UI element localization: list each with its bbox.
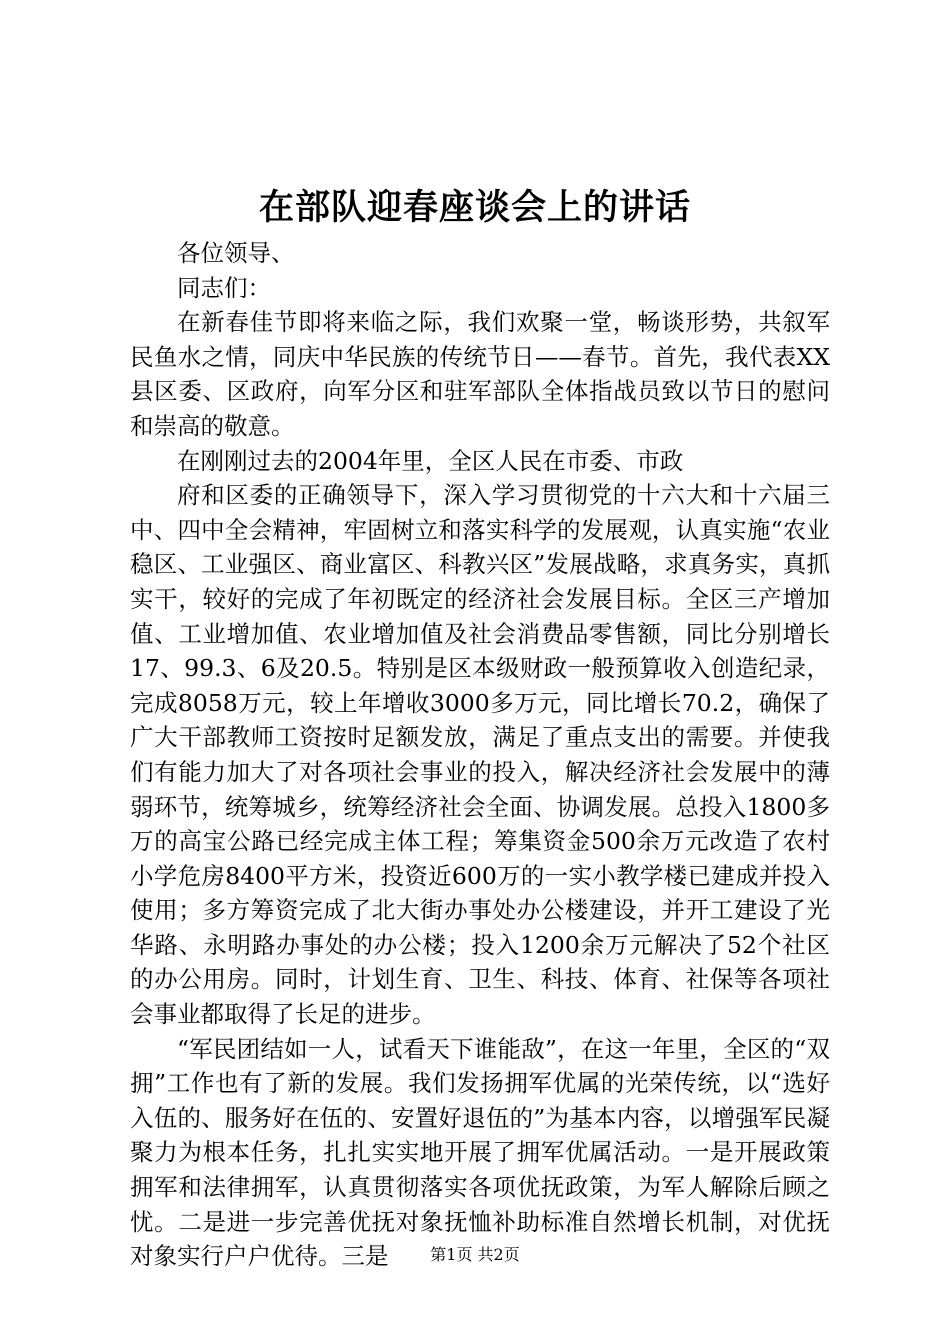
- page-footer: 第1页 共2页: [430, 1245, 520, 1264]
- paragraph-shuangyong: “军民团结如一人，试看天下谁能敌”，在这一年里，全区的“双拥”工作也有了新的发展。我们发扬拥军优属的光荣传统，以“选好入伍的、服务好在伍的、安置好退伍的”为基本内容，以增强军民凝聚力为根本任务，扎扎实实地开展了拥军优属活动。一是开展政策拥军和法律拥军，认真贯彻落实各项优抚政策，为军人解除后顾之忧。二是进一步完善优抚对象抚恤补助标准自然增长机制，对优抚对象实行户户优待。三是: [130, 1034, 830, 1271]
- paragraph-review-start: 在刚刚过去的2004年里，全区人民在市委、市政: [177, 446, 684, 475]
- paragraph-achievements: 府和区委的正确领导下，深入学习贯彻党的十六大和十六届三中、四中全会精神，牢固树立和落实科学的发展观，认真实施“农业稳区、工业强区、商业富区、科教兴区”发展战略，求真务实，真抓实干，较好的完成了年初既定的经济社会发展目标。全区三产增加值、工业增加值、农业增加值及社会消费品零售额，同比分别增长17、99.3、6及20.5。特别是区本级财政一般预算收入创造纪录，完成8058万元，较上年增收3000多万元，同比增长70.2，确保了广大干部教师工资按时足额发放，满足了重点支出的需要。并使我们有能力加大了对各项社会事业的投入，解决经济社会发展中的薄弱环节，统筹城乡，统筹经济社会全面、协调发展。总投入1800多万的高宝公路已经完成主体工程；筹集资金500余万元改造了农村小学危房8400平方米，投资近600万的一实小教学楼已建成并投入使用；多方筹资完成了北大街办事处办公楼建设，并开工建设了光华路、永明路办事处的办公楼；投入1200余万元解决了52个社区的办公用房。同时，计划生育、卫生、科技、体育、社保等各项社会事业都取得了长足的进步。: [130, 481, 830, 1029]
- salutation-comrades: 同志们：: [177, 273, 271, 302]
- document-title: 在部队迎春座谈会上的讲话: [258, 187, 691, 228]
- salutation-leaders: 各位领导、: [177, 239, 295, 267]
- paragraph-greeting: 在新春佳节即将来临之际，我们欢聚一堂，畅谈形势，共叙军民鱼水之情，同庆中华民族的传统节日——春节。首先，我代表XX县区委、区政府，向军分区和驻军部队全体指战员致以节日的慰问和崇高的敬意。: [130, 308, 830, 440]
- document-body: [130, 236, 830, 1274]
